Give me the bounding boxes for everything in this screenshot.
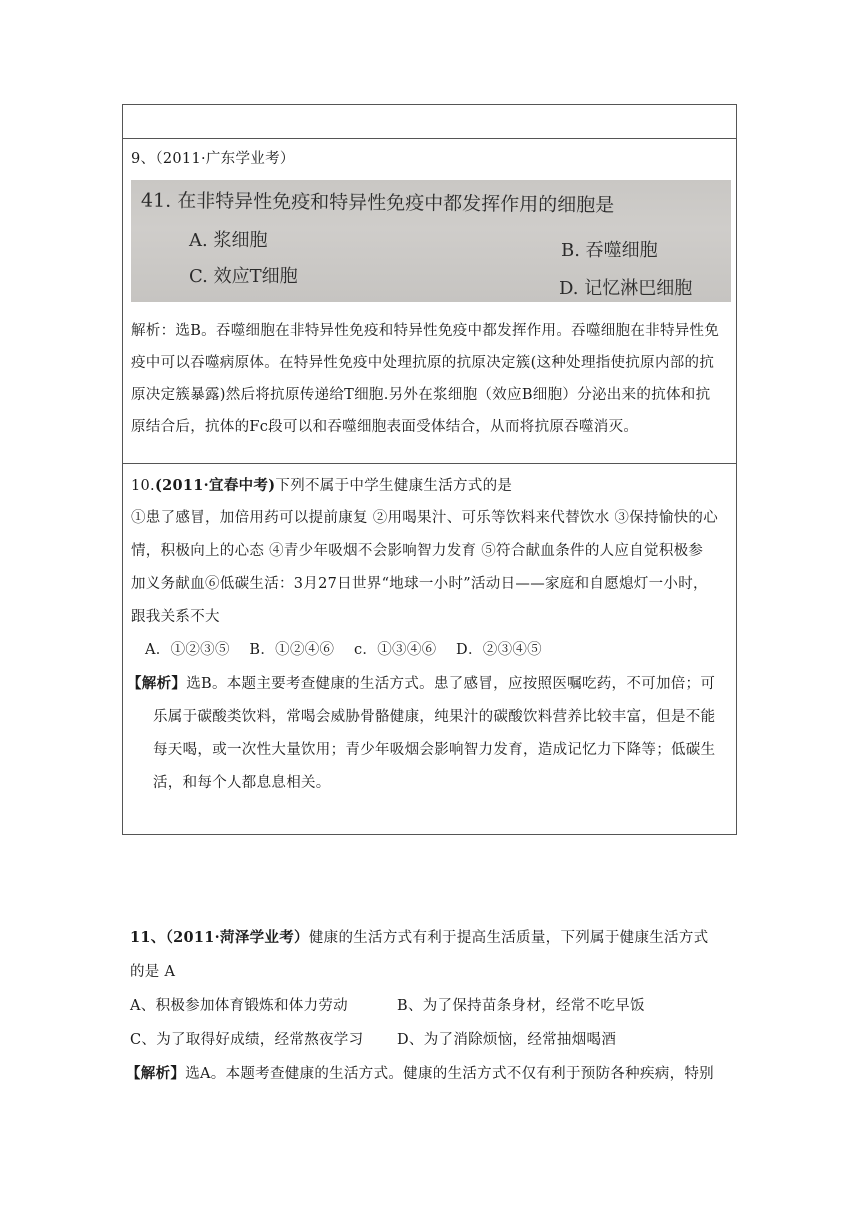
- question-10-analysis-line: 每天喝，或一次性大量饮用；青少年吸烟会影响智力发育，造成记忆力下降等；低碳生: [153, 742, 716, 758]
- question-11-option-c: C、为了取得好成绩，经常熬夜学习: [130, 1032, 364, 1048]
- empty-table-row: [123, 105, 736, 139]
- question-9-analysis-line: 原决定簇暴露)然后将抗原传递给T细胞.另外在浆细胞（效应B细胞）分泌出来的抗体和抗: [131, 387, 711, 403]
- question-10-cell: [123, 464, 736, 834]
- question-11-number: 11、: [130, 929, 166, 946]
- question-10-number: 10.: [131, 478, 155, 494]
- question-10-analysis-first-line: [127, 672, 715, 693]
- question-9-title: 9、（2011·广东学业考）: [131, 151, 295, 167]
- question-11-option-a: A、积极参加体育锻炼和体力劳动: [130, 998, 348, 1014]
- question-11-source: （2011·菏泽学业考）: [165, 929, 309, 946]
- question-table: [122, 104, 737, 835]
- question-9-cell: [123, 139, 736, 464]
- question-10-source: (2011·宜春中考): [154, 477, 276, 494]
- question-10-analysis-line: 乐属于碳酸类饮料，常喝会威胁骨骼健康，纯果汁的碳酸饮料营养比较丰富，但是不能: [153, 709, 716, 725]
- question-11-header: [130, 926, 708, 947]
- question-9-analysis-line: 疫中可以吞噬病原体。在特异性免疫中处理抗原的抗原决定簇(这种处理指使抗原内部的抗: [131, 355, 715, 371]
- question-10-statement-line: ①患了感冒，加倍用药可以提前康复 ②用喝果汁、可乐等饮料来代替饮水 ③保持愉快的心: [131, 510, 719, 526]
- question-10-options: A．①②③⑤ B．①②④⑥ c．①③④⑥ D．②③④⑤: [145, 642, 542, 658]
- question-11-text-line2: 的是 A: [130, 964, 176, 980]
- question-10-statement-line: 情，积极向上的心态 ④青少年吸烟不会影响智力发育 ⑤符合献血条件的人应自觉积极参: [131, 543, 704, 559]
- question-10-statement-line: 跟我关系不大: [131, 609, 220, 625]
- question-10-analysis-line: 活，和每个人都息息相关。: [153, 775, 331, 791]
- question-11-analysis-label: 【解析】: [126, 1065, 186, 1082]
- photo-option-d: D. 记忆淋巴细胞: [559, 278, 693, 299]
- question-9-analysis-line: 解析：选B。吞噬细胞在非特异性免疫和特异性免疫中都发挥作用。吞噬细胞在非特异性免: [131, 323, 720, 339]
- photo-option-c: C. 效应T细胞: [189, 266, 298, 287]
- photo-option-a: A. 浆细胞: [189, 230, 268, 251]
- question-11-analysis: [126, 1062, 714, 1083]
- question-11-text: 健康的生活方式有利于提高生活质量，下列属于健康生活方式: [308, 930, 709, 946]
- question-11-option-d: D、为了消除烦恼，经常抽烟喝酒: [397, 1032, 617, 1048]
- photo-question-text: 41. 在非特异性免疫和特异性免疫中都发挥作用的细胞是: [140, 189, 615, 217]
- question-10-statement-line: 加义务献血⑥低碳生活：3月27日世界“地球一小时”活动日——家庭和自愿熄灯一小时，: [131, 576, 708, 592]
- question-10-analysis-label: 【解析】: [127, 675, 187, 692]
- question-10-text: 下列不属于中学生健康生活方式的是: [275, 478, 513, 494]
- photo-option-b: B. 吞噬细胞: [561, 240, 658, 261]
- question-9-analysis-line: 原结合后，抗体的Fc段可以和吞噬细胞表面受体结合，从而将抗原吞噬消灭。: [131, 419, 639, 435]
- question-11-option-b: B、为了保持苗条身材，经常不吃早饭: [397, 998, 645, 1014]
- question-10-analysis-line: 选B。本题主要考查健康的生活方式。患了感冒，应按照医嘱吃药，不可加倍；可: [186, 676, 716, 692]
- question-11-analysis-text: 选A。本题考查健康的生活方式。健康的生活方式不仅有利于预防各种疾病，特别: [185, 1066, 714, 1082]
- question-10-header: [131, 474, 512, 495]
- question-9-photo: [131, 180, 731, 302]
